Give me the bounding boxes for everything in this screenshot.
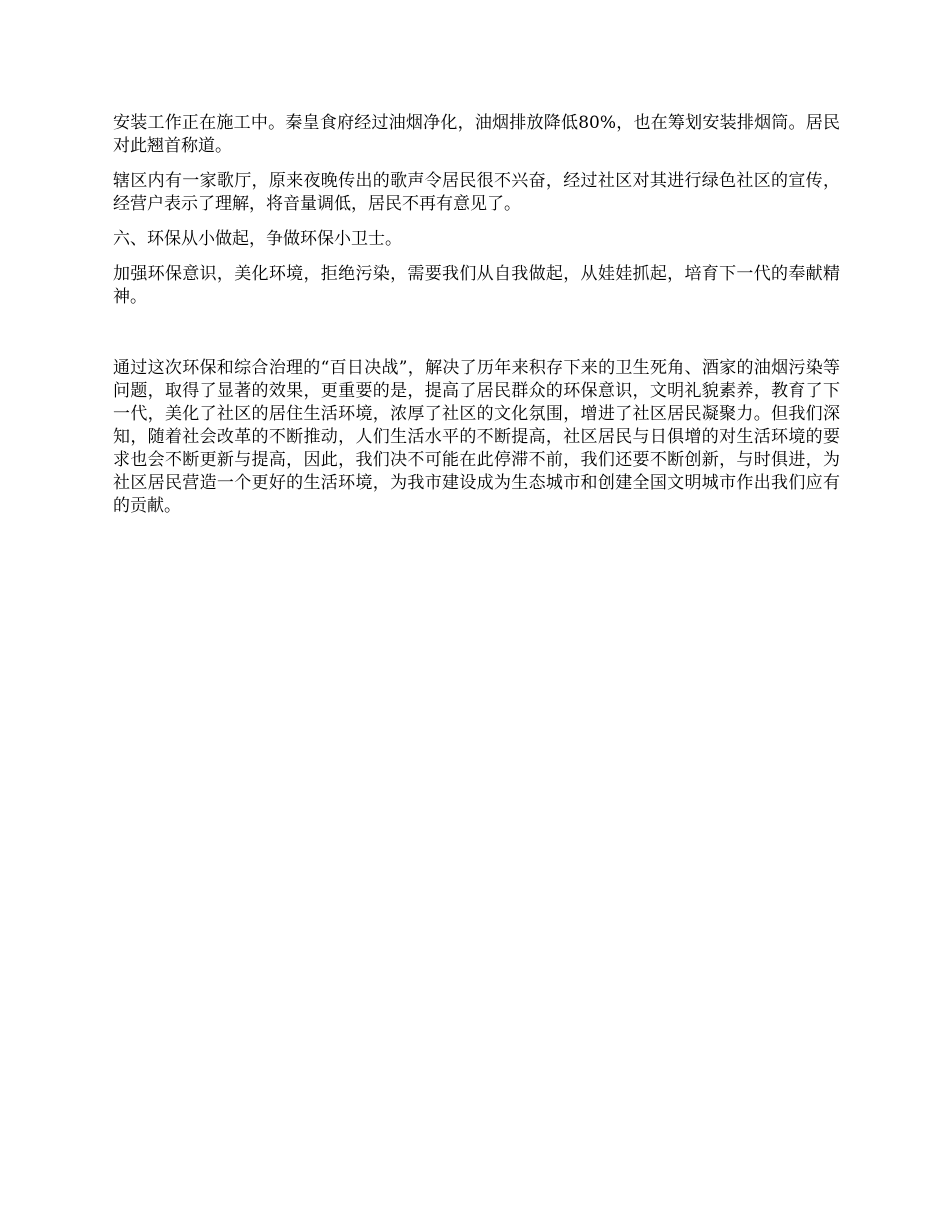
paragraph-spacer bbox=[113, 251, 840, 263]
paragraph-environmental-awareness: 加强环保意识，美化环境，拒绝污染，需要我们从自我做起，从娃娃抓起，培育下一代的奉献精神。 bbox=[113, 264, 840, 307]
paragraph-installation: 安装工作正在施工中。秦皇食府经过油烟净化，油烟排放降低80%，也在筹划安装排烟筒。居民对此翘首称道。 bbox=[113, 113, 840, 156]
paragraph-spacer bbox=[113, 158, 840, 170]
paragraph-conclusion: 通过这次环保和综合治理的“百日决战”，解决了历年来积存下来的卫生死角、酒家的油烟污染等问题，取得了显著的效果，更重要的是，提高了居民群众的环保意识，文明礼貌素养，教育了下一代，美化了社区的居住生活环境，浓厚了社区的文化氛围，增进了社区居民凝聚力。但我们深知，随着社会改革的不断推动，人们生活水平的不断提高，社区居民与日俱增的对生活环境的要求也会不断更新与提高，因此，我们决不可能在此停滞不前，我们还要不断创新，与时俱进，为社区居民营造一个更好的生活环境，为我市建设成为生态城市和创建全国文明城市作出我们应有的贡献。 bbox=[113, 358, 840, 516]
paragraph-karaoke: 辖区内有一家歌厅，原来夜晚传出的歌声令居民很不兴奋，经过社区对其进行绿色社区的宣传，经营户表示了理解，将音量调低，居民不再有意见了。 bbox=[113, 171, 840, 214]
section-heading-six: 六、环保从小做起，争做环保小卫士。 bbox=[113, 229, 402, 249]
document-body bbox=[113, 112, 840, 518]
paragraph-spacer-large bbox=[113, 309, 840, 357]
paragraph-spacer bbox=[113, 216, 840, 228]
